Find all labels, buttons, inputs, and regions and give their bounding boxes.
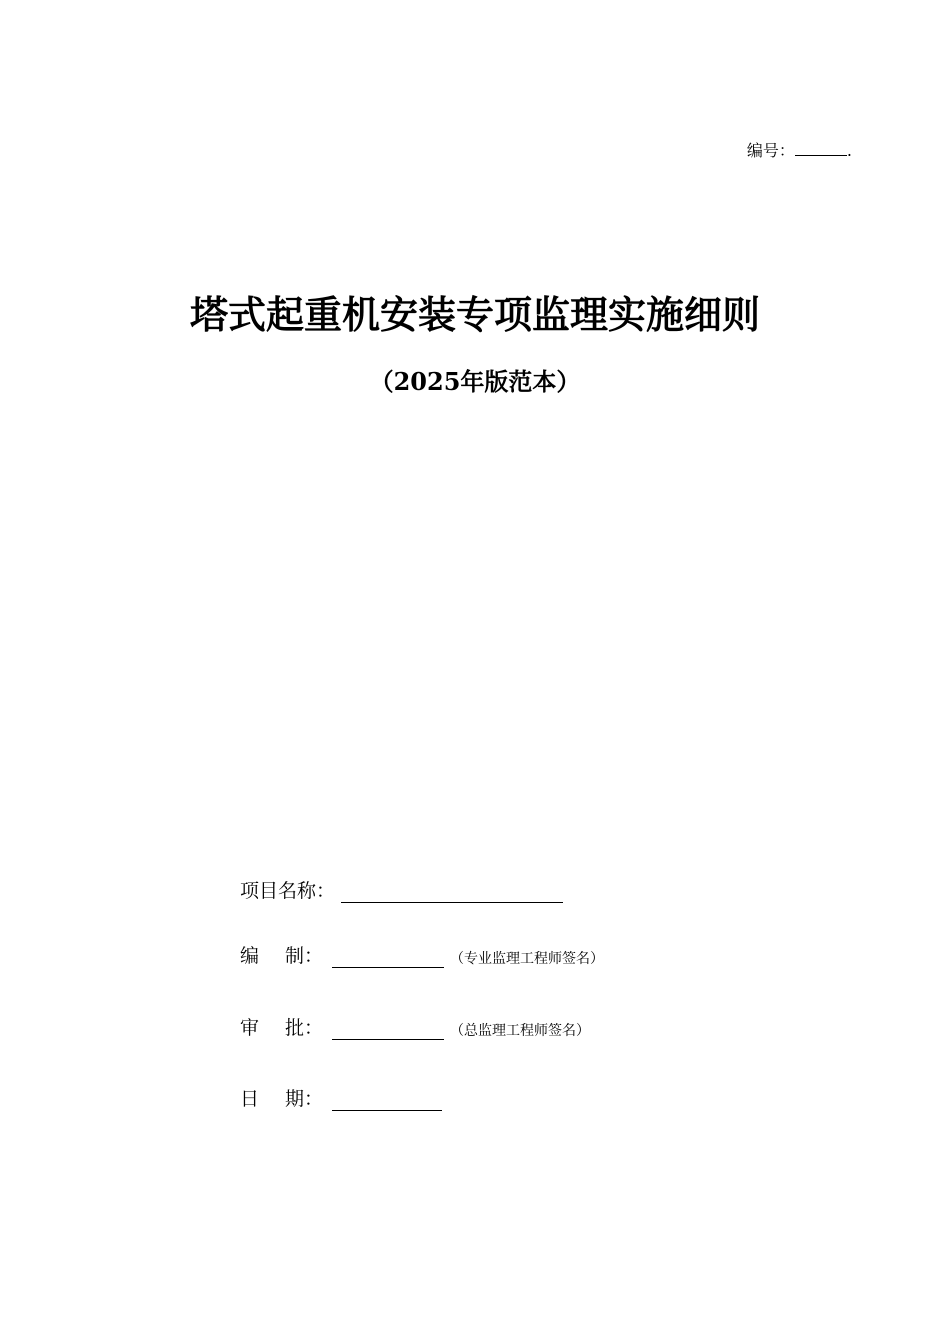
document-subtitle: （2025年版范本） — [369, 367, 581, 396]
date-label: 日 期： — [240, 1088, 324, 1110]
prepared-by-note: （专业监理工程师签名） — [450, 951, 604, 967]
date-blank[interactable] — [332, 1090, 442, 1111]
project-name-field — [240, 876, 563, 903]
approved-by-field — [240, 1013, 590, 1040]
date-field — [240, 1084, 442, 1111]
prepared-by-field — [240, 941, 604, 968]
project-name-blank[interactable] — [341, 882, 563, 903]
document-number-suffix: . — [846, 141, 852, 160]
approved-by-blank[interactable] — [332, 1019, 444, 1040]
document-number-blank[interactable] — [795, 140, 847, 156]
document-number-label: 编号： — [746, 141, 795, 160]
document-title: 塔式起重机安装专项监理实施细则 — [189, 292, 760, 337]
prepared-by-label: 编 制： — [240, 945, 324, 967]
project-name-label: 项目名称： — [240, 880, 336, 902]
approved-by-label: 审 批： — [240, 1017, 324, 1039]
document-number — [747, 138, 852, 161]
approved-by-note: （总监理工程师签名） — [450, 1023, 590, 1039]
prepared-by-blank[interactable] — [332, 947, 444, 968]
